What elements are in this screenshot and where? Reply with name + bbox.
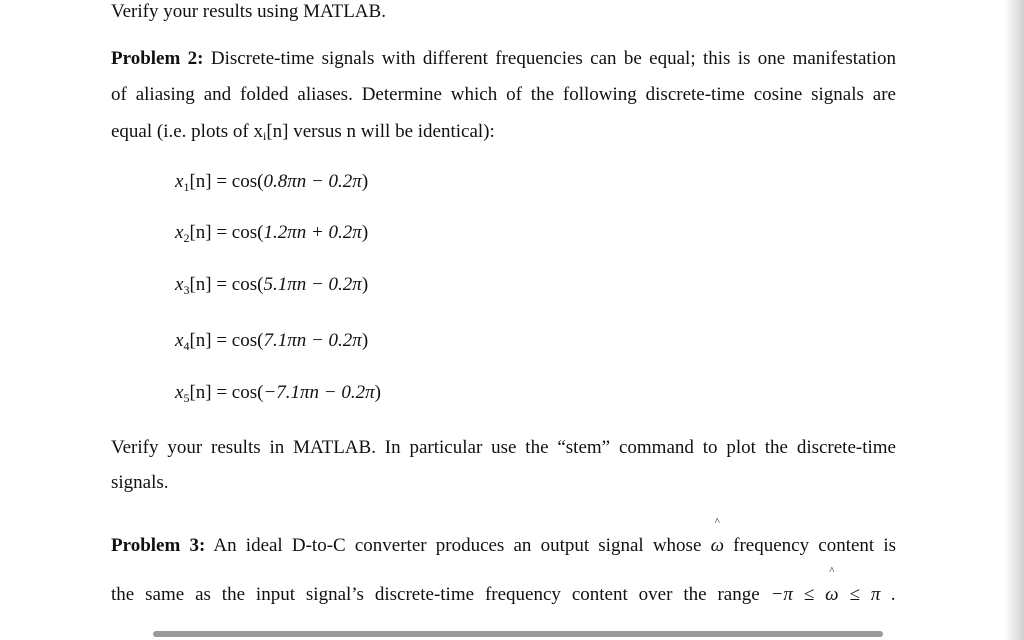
- equation-x4: [175, 330, 368, 352]
- eq-arg: 1.2πn + 0.2π: [263, 222, 362, 243]
- eq-var: x: [175, 222, 184, 243]
- eq-sub: 3: [183, 283, 190, 297]
- eq-sub: 1: [183, 180, 190, 194]
- eq-lhs: [n] = cos(: [189, 330, 264, 351]
- problem3-line1-pre: An ideal D-to-C converter produces an output signal whose: [213, 535, 702, 556]
- problem3-line1-post: frequency content is: [733, 535, 897, 556]
- eq-lhs: [n] = cos(: [189, 222, 264, 243]
- problem2-line3-post: [n] versus n will be identical):: [266, 121, 495, 142]
- omega: ω: [710, 535, 724, 556]
- eq-arg: 7.1πn − 0.2π: [263, 330, 362, 351]
- eq-close: ): [361, 222, 369, 243]
- problem3-label: Problem 3:: [111, 535, 206, 556]
- hat-accent: ^: [714, 516, 720, 528]
- eq-arg: 0.8πn − 0.2π: [263, 171, 362, 192]
- eq-arg: −7.1πn − 0.2π: [263, 382, 375, 403]
- eq-var: x: [175, 382, 184, 403]
- equation-x1: [175, 171, 368, 193]
- equation-x3: [175, 274, 368, 296]
- eq-sub: 5: [183, 391, 190, 405]
- eq-sub: 2: [183, 231, 190, 245]
- verify-stem-line2: signals.: [111, 472, 169, 493]
- eq-lhs: [n] = cos(: [189, 382, 264, 403]
- problem2-line3-pre: equal (i.e. plots of x: [111, 121, 263, 142]
- eq-close: ): [361, 330, 369, 351]
- problem3-line1: [111, 516, 897, 557]
- range-pre: −π ≤: [770, 584, 826, 605]
- eq-arg: 5.1πn − 0.2π: [263, 274, 362, 295]
- verify-stem-line1: Verify your results in MATLAB. In particular use the “stem” command to plot the discrete-time: [111, 437, 896, 458]
- omega-hat-symbol: [710, 516, 724, 557]
- eq-var: x: [175, 274, 184, 295]
- problem2-line1-text: Discrete-time signals with different frequencies can be equal; this is one manifestation: [210, 48, 896, 69]
- frequency-range: [770, 565, 897, 605]
- eq-var: x: [175, 330, 184, 351]
- problem3-line2: [111, 565, 897, 606]
- eq-close: ): [374, 382, 381, 403]
- problem3-line2-pre: the same as the input signal’s discrete-time frequency content over the range: [111, 584, 760, 605]
- eq-lhs: [n] = cos(: [189, 171, 264, 192]
- problem2-label: Problem 2:: [111, 48, 204, 69]
- omega-hat-symbol-range: [825, 565, 839, 606]
- hat-accent: ^: [829, 565, 835, 577]
- page-edge-shadow: [1004, 0, 1024, 640]
- omega: ω: [825, 584, 839, 605]
- eq-var: x: [175, 171, 184, 192]
- problem2-line3-sub: i: [262, 129, 267, 143]
- eq-sub: 4: [183, 339, 190, 353]
- eq-lhs: [n] = cos(: [189, 274, 264, 295]
- problem2-line3: [111, 121, 495, 143]
- verify-matlab-line: Verify your results using MATLAB.: [111, 1, 386, 22]
- equation-x5: [175, 382, 381, 404]
- problem2-line2: of aliasing and folded aliases. Determine which of the following discrete-time cosine signals are: [111, 84, 896, 105]
- problem2-line1: [111, 48, 896, 70]
- eq-close: ): [361, 171, 369, 192]
- eq-close: ): [361, 274, 369, 295]
- horizontal-scrollbar[interactable]: [153, 631, 883, 637]
- range-post: ≤ π .: [838, 584, 897, 605]
- equation-x2: [175, 222, 368, 244]
